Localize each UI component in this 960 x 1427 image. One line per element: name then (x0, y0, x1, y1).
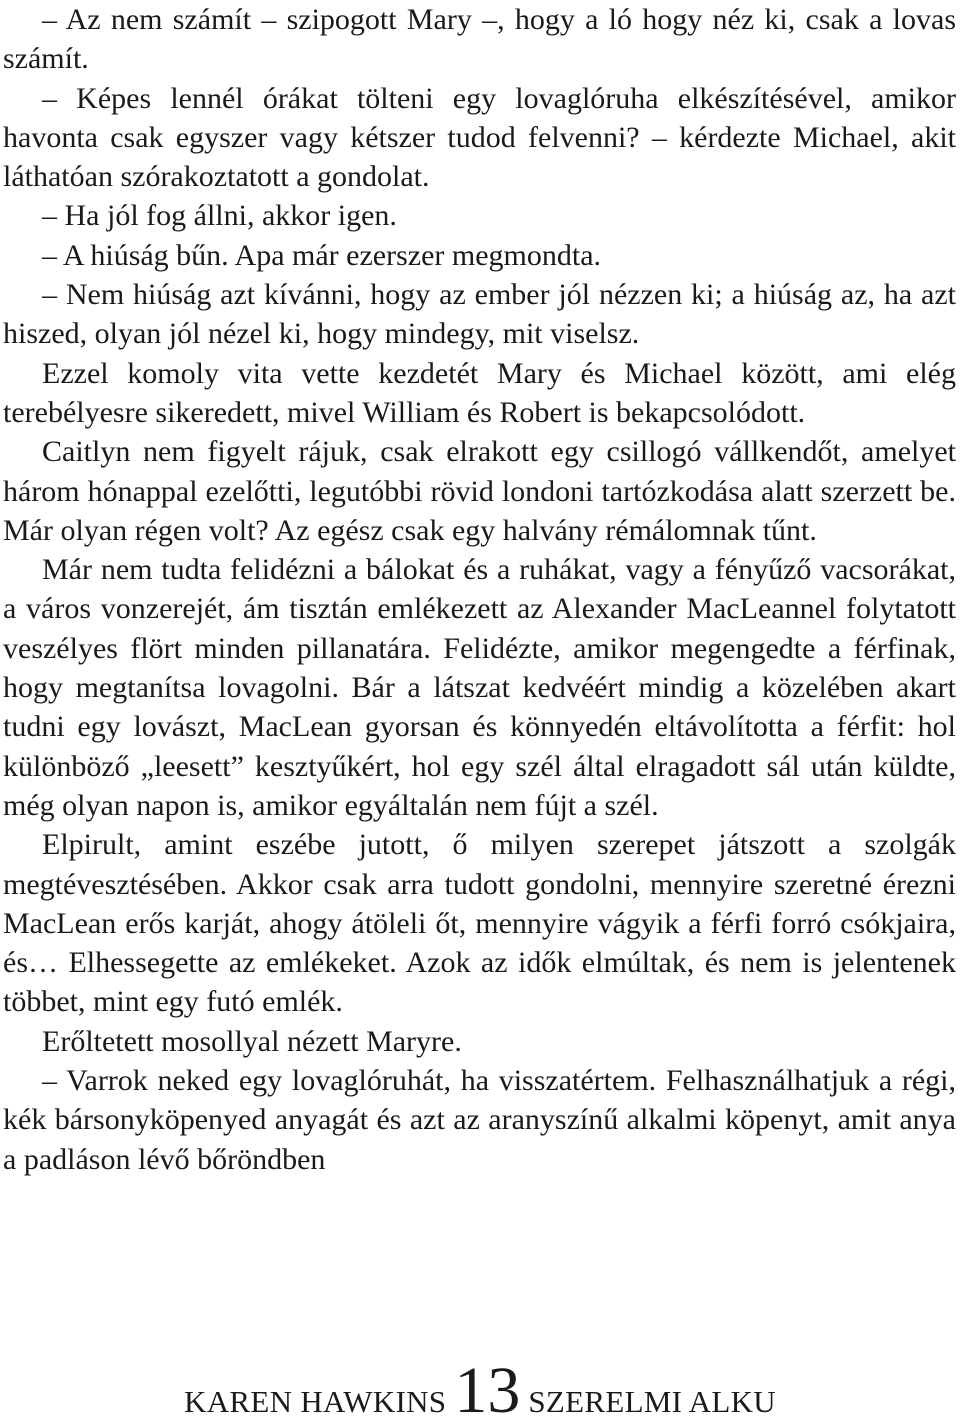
page-number: 13 (454, 1354, 521, 1427)
page-footer (0, 1354, 960, 1427)
paragraph: Ezzel komoly vita vette kezdetét Mary és Michael között, ami elég terebélyesre sikeredett, mivel William és Robert is bekapcsolódott. (3, 356, 956, 429)
dialogue-line: – A hiúság bűn. Apa már ezerszer megmondta. (42, 238, 602, 272)
dialogue-line: – Ha jól fog állni, akkor igen. (42, 199, 397, 233)
paragraph: Elpirult, amint eszébe jutott, ő milyen szerepet játszott a szolgák megtévesztésében. Akkor csak arra tudott gondolni, mennyire szeretné érezni MacLean erős karját, ahogy átöleli őt, mennyire vágyik a férfi forró csókjaira, és… Elhessegette az emlékeket. Azok az idők elmúltak, és nem is jelentenek többet, mint egy futó emlék. (3, 828, 956, 1019)
footer-author: KAREN HAWKINS (184, 1384, 447, 1419)
dialogue-line: – Varrok neked egy lovaglóruhát, ha visszatértem. Felhasználhatjuk a régi, kék bársonyköpenyed anyagát és azt az aranyszínű alkalmi köpenyt, amit anya a padláson lévő bőröndben (3, 1064, 956, 1176)
dialogue-line: – Az nem számít – szipogott Mary –, hogy a ló hogy néz ki, csak a lovas számít. (3, 3, 956, 76)
paragraph: Caitlyn nem figyelt rájuk, csak elrakott egy csillogó vállkendőt, amelyet három hónappal ezelőtti, legutóbbi rövid londoni tartózkodása alatt szerzett be. Már olyan régen volt? Az egész csak egy halvány rémálomnak tűnt. (3, 435, 956, 547)
paragraph: Már nem tudta felidézni a bálokat és a ruhákat, vagy a fényűző vacsorákat, a város vonzerejét, ám tisztán emlékezett az Alexander MacLeannel folytatott veszélyes flört minden pillanatára. Felidézte, amikor megengedte a férfinak, hogy megtanítsa lovagolni. Bár a látszat kedvéért mindig a közelében akart tudni egy lovászt, MacLean gyorsan és könnyedén eltávolította a férfit: hol különböző „leesett” kesztyűkért, hol egy szél által elragadott sál után küldte, még olyan napon is, amikor egyáltalán nem fújt a szél. (3, 553, 956, 822)
dialogue-line: – Nem hiúság azt kívánni, hogy az ember jól nézzen ki; a hiúság az, ha azt hiszed, olyan jól nézel ki, hogy mindegy, mit viselsz. (3, 278, 956, 351)
paragraph: Erőltetett mosollyal nézett Maryre. (42, 1024, 462, 1058)
footer-book-title: SZERELMI ALKU (528, 1384, 776, 1419)
body-text (3, 0, 956, 1179)
dialogue-line: – Képes lennél órákat tölteni egy lovaglóruha elkészítésével, amikor havonta csak egyszer vagy kétszer tudod felvenni? – kérdezte Michael, akit láthatóan szórakoztatott a gondolat. (3, 81, 956, 194)
